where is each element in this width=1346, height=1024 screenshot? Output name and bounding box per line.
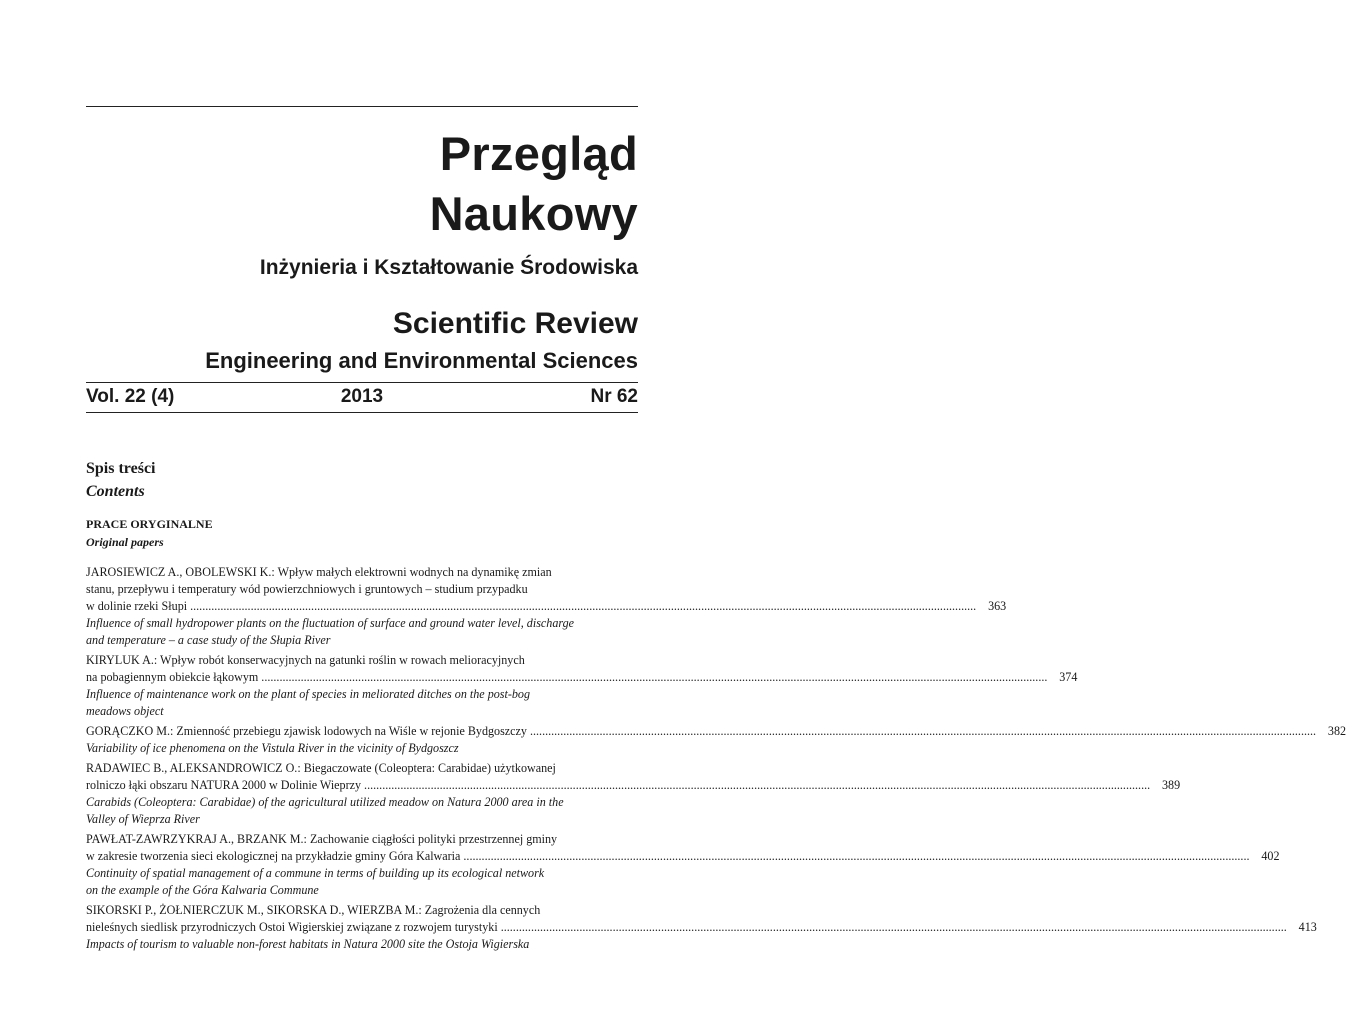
entry-title-en-line: and temperature – a case study of the Słupia River: [86, 633, 331, 647]
entry-title-pl-line: [86, 902, 638, 919]
journal-subtitle-en: Engineering and Environmental Sciences: [205, 348, 638, 373]
issue-top-rule: [86, 382, 638, 383]
contents-entry: [86, 723, 1346, 757]
entry-title-en-line: Influence of small hydropower plants on the fluctuation of surface and ground water level, discharge: [86, 616, 575, 630]
contents-heading-en: Contents: [86, 483, 145, 500]
entry-title-pl-text: w zakresie tworzenia sieci ekologicznej na przykładzie gminy Góra Kalwaria: [86, 849, 461, 863]
entry-title-pl-line: [86, 581, 638, 598]
entry-title-pl-text: nieleśnych siedlisk przyrodniczych Ostoi Wigierskiej związane z rozwojem turystyki: [86, 920, 498, 934]
entry-title-pl-line: [86, 760, 638, 777]
contents-entry: [86, 652, 1078, 720]
year-label: 2013: [340, 386, 384, 407]
entry-title-en-line: Variability of ice phenomena on the Vistula River in the vicinity of Bydgoszcz: [86, 741, 459, 755]
contents-list: [86, 564, 1346, 956]
entry-title-pl-line: [86, 919, 1317, 936]
dot-leader: ....................................................................................................................................................................................................................................................................: [463, 849, 1250, 863]
journal-title-line2: Naukowy: [429, 187, 638, 240]
entry-title-pl-text: na pobagiennym obiekcie łąkowym: [86, 670, 259, 684]
entry-page-number: 374: [1059, 670, 1078, 684]
entry-title-pl-line: [86, 831, 638, 848]
journal-subtitle-pl: Inżynieria i Kształtowanie Środowiska: [259, 256, 638, 279]
entry-title-pl-text: stanu, przepływu i temperatury wód powierzchniowych i gruntowych – studium przypadku: [86, 582, 528, 596]
number-label: Nr 62: [590, 386, 638, 407]
contents-heading-pl: Spis treści: [86, 460, 156, 477]
dot-leader: ....................................................................................................................................................................................................................................................................: [500, 920, 1287, 934]
entry-page-number: 382: [1327, 724, 1346, 738]
entry-title-en-line: Influence of maintenance work on the plant of species in meliorated ditches on the post-bog: [86, 687, 531, 701]
dot-leader: ....................................................................................................................................................................................................................................................................: [364, 778, 1151, 792]
entry-page-number: 363: [988, 599, 1007, 613]
contents-entry: [86, 564, 1007, 649]
entry-title-en-line: on the example of the Góra Kalwaria Commune: [86, 883, 319, 897]
dot-leader: ....................................................................................................................................................................................................................................................................: [190, 599, 977, 613]
entry-title-en-line: Valley of Wieprza River: [86, 812, 200, 826]
entry-title-pl-line: [86, 777, 1181, 794]
entry-title-en-line: Impacts of tourism to valuable non-forest habitats in Natura 2000 site the Ostoja Wigierska: [86, 937, 530, 951]
entry-title-pl-text: GORĄCZKO M.: Zmienność przebiegu zjawisk lodowych na Wiśle w rejonie Bydgoszczy: [86, 724, 527, 738]
entry-page-number: 402: [1261, 849, 1280, 863]
issue-info-row: [86, 384, 638, 410]
entry-title-en-line: Continuity of spatial management of a commune in terms of building up its ecological network: [86, 866, 545, 880]
issue-bottom-rule: [86, 412, 638, 413]
section-heading-en: Original papers: [86, 535, 164, 549]
entry-title-pl-line: [86, 564, 638, 581]
entry-title-en-line: Carabids (Coleoptera: Carabidae) of the agricultural utilized meadow on Natura 2000 area in the: [86, 795, 564, 809]
entry-title-en-line: meadows object: [86, 704, 164, 718]
entry-title-pl-line: [86, 669, 1078, 686]
entry-title-pl-text: SIKORSKI P., ŻOŁNIERCZUK M., SIKORSKA D., WIERZBA M.: Zagrożenia dla cennych: [86, 903, 541, 917]
entry-title-pl-text: JAROSIEWICZ A., OBOLEWSKI K.: Wpływ małych elektrowni wodnych na dynamikę zmian: [86, 565, 552, 579]
dot-leader: ....................................................................................................................................................................................................................................................................: [261, 670, 1048, 684]
entry-title-pl-line: [86, 652, 638, 669]
journal-title-line1: Przegląd: [439, 127, 638, 180]
entry-title-pl-line: [86, 598, 1007, 615]
volume-label: Vol. 22 (4): [86, 386, 175, 407]
section-heading-pl: PRACE ORYGINALNE: [86, 517, 213, 531]
top-rule: [86, 106, 638, 107]
contents-entry: [86, 760, 1181, 828]
journal-title-en: Scientific Review: [392, 307, 638, 340]
dot-leader: ....................................................................................................................................................................................................................................................................: [529, 724, 1317, 738]
entry-title-pl-text: w dolinie rzeki Słupi: [86, 599, 188, 613]
entry-title-pl-text: PAWŁAT-ZAWRZYKRAJ A., BRZANK M.: Zachowanie ciągłości polityki przestrzennej gminy: [86, 832, 558, 846]
entry-title-pl-text: RADAWIEC B., ALEKSANDROWICZ O.: Biegaczowate (Coleoptera: Carabidae) użytkowanej: [86, 761, 556, 775]
contents-entry: [86, 902, 1317, 953]
entry-page-number: 413: [1298, 920, 1317, 934]
entry-page-number: 389: [1162, 778, 1181, 792]
entry-title-pl-line: [86, 723, 1346, 740]
entry-title-pl-line: [86, 848, 1280, 865]
entry-title-pl-text: KIRYLUK A.: Wpływ robót konserwacyjnych na gatunki roślin w rowach melioracyjnych: [86, 653, 525, 667]
entry-title-pl-text: rolniczo łąki obszaru NATURA 2000 w Dolinie Wieprzy: [86, 778, 362, 792]
contents-entry: [86, 831, 1280, 899]
